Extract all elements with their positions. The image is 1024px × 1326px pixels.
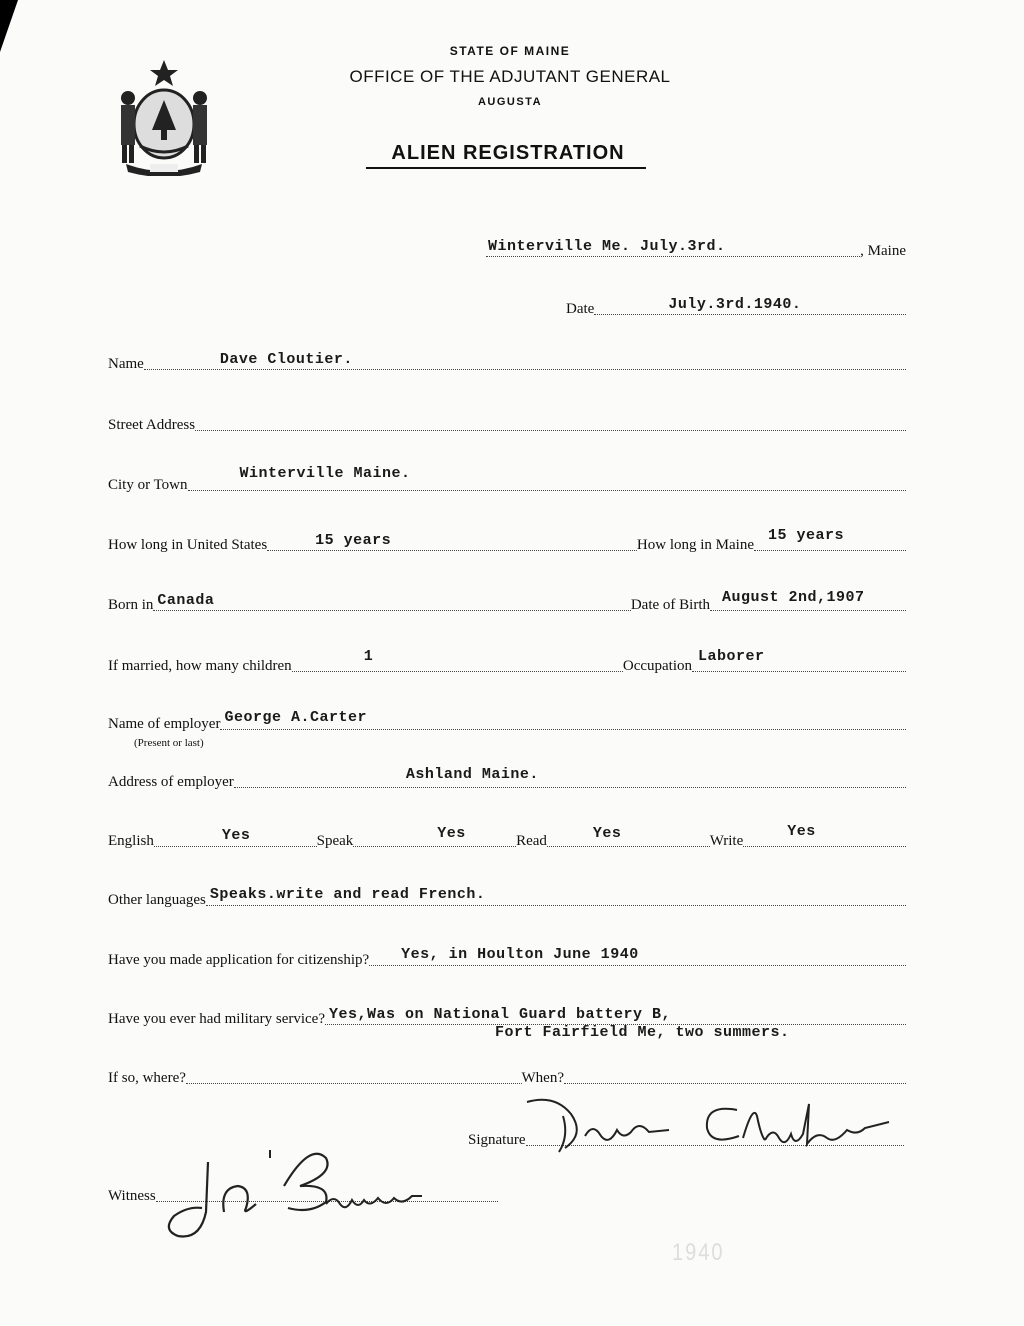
other-languages-row xyxy=(108,885,906,909)
english-label: English xyxy=(108,833,154,849)
date-value: July.3rd.1940. xyxy=(668,296,802,313)
english-value: Yes xyxy=(221,827,251,844)
when-label: When? xyxy=(521,1070,564,1086)
citizenship-label: Have you made application for citizenship? xyxy=(108,952,370,968)
children-value: 1 xyxy=(363,648,374,665)
office-heading: OFFICE OF THE ADJUTANT GENERAL xyxy=(349,67,671,86)
dob-label: Date of Birth xyxy=(630,597,710,613)
title-underline xyxy=(366,167,646,169)
received-stamp: 1940 xyxy=(672,1239,725,1267)
military-value-line1: Yes,Was on National Guard battery B, xyxy=(329,1006,672,1023)
where-row xyxy=(108,1063,906,1087)
place-suffix: , Maine xyxy=(860,243,906,259)
occupation-value: Laborer xyxy=(698,648,765,665)
write-field xyxy=(743,824,906,847)
witness-field xyxy=(156,1179,498,1202)
street-field xyxy=(195,408,906,431)
children-field xyxy=(292,649,623,672)
date-field xyxy=(594,292,906,315)
signature-field xyxy=(526,1123,905,1146)
english-row xyxy=(108,823,906,850)
employer-field xyxy=(220,707,906,730)
how-long-maine-label: How long in Maine xyxy=(636,537,754,553)
place-value: Winterville Me. July.3rd. xyxy=(488,238,726,255)
city-value: Winterville Maine. xyxy=(239,465,411,482)
where-field xyxy=(186,1061,522,1084)
date-label: Date xyxy=(566,301,595,317)
read-field xyxy=(547,824,710,847)
write-value: Yes xyxy=(787,823,816,840)
speak-field xyxy=(353,824,516,847)
where-label: If so, where? xyxy=(108,1070,186,1086)
write-label: Write xyxy=(709,833,744,849)
city-heading: AUGUSTA xyxy=(477,96,543,108)
other-languages-value: Speaks.write and read French. xyxy=(209,886,486,903)
employer-address-row xyxy=(108,767,906,791)
street-label: Street Address xyxy=(108,417,196,433)
occupation-label: Occupation xyxy=(622,658,692,674)
speak-label: Speak xyxy=(316,833,354,849)
born-field xyxy=(153,588,630,611)
military-value-line2: Fort Fairfield Me, two summers. xyxy=(495,1024,790,1041)
how-long-maine-field xyxy=(754,528,906,551)
city-label: City or Town xyxy=(108,477,188,493)
date-row xyxy=(566,294,906,318)
name-field xyxy=(144,347,906,370)
citizenship-row xyxy=(108,945,906,969)
employer-value: George A.Carter xyxy=(224,709,367,726)
dob-field xyxy=(710,588,906,611)
how-long-row xyxy=(108,527,906,554)
citizenship-field xyxy=(369,943,906,966)
born-value: Canada xyxy=(157,592,215,609)
how-long-maine-value: 15 years xyxy=(768,527,845,544)
name-label: Name xyxy=(108,356,144,372)
place-row xyxy=(486,236,906,260)
children-label: If married, how many children xyxy=(108,658,292,674)
read-label: Read xyxy=(516,833,547,849)
born-row xyxy=(108,590,906,614)
city-field xyxy=(188,465,906,491)
how-long-us-field xyxy=(267,528,637,551)
employer-address-label: Address of employer xyxy=(108,774,234,790)
signature-row xyxy=(468,1125,904,1149)
dob-value: August 2nd,1907 xyxy=(722,589,865,606)
city-row xyxy=(108,465,906,494)
employer-row xyxy=(108,709,906,733)
signature-label: Signature xyxy=(468,1132,526,1148)
born-label: Born in xyxy=(108,597,154,613)
speak-value: Yes xyxy=(437,825,466,842)
state-heading: STATE OF MAINE xyxy=(449,44,571,58)
name-row xyxy=(108,349,906,373)
street-row xyxy=(108,410,906,434)
witness-row xyxy=(108,1181,498,1205)
employer-address-field xyxy=(234,765,906,788)
employer-address-value: Ashland Maine. xyxy=(405,766,539,783)
employer-sublabel: (Present or last) xyxy=(134,737,204,749)
place-field xyxy=(486,234,860,257)
children-row xyxy=(108,648,906,675)
employer-label: Name of employer xyxy=(108,716,221,732)
form-title: ALIEN REGISTRATION xyxy=(391,142,625,164)
citizenship-value: Yes, in Houlton June 1940 xyxy=(401,946,639,963)
english-field xyxy=(154,824,317,847)
name-value: Dave Cloutier. xyxy=(219,351,353,368)
witness-label: Witness xyxy=(108,1188,156,1204)
when-field xyxy=(564,1061,906,1084)
other-languages-label: Other languages xyxy=(108,892,206,908)
military-label: Have you ever had military service? xyxy=(108,1011,325,1027)
occupation-field xyxy=(692,649,906,672)
read-value: Yes xyxy=(592,825,622,842)
how-long-us-label: How long in United States xyxy=(108,537,268,553)
how-long-us-value: 15 years xyxy=(315,532,392,549)
military-field xyxy=(325,1002,906,1025)
other-languages-field xyxy=(206,883,906,906)
